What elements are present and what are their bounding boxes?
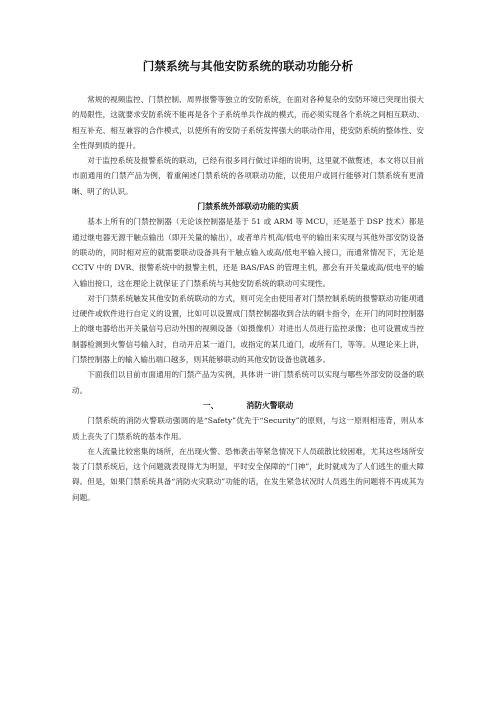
numbered-section-heading: [72, 398, 424, 413]
body-paragraph: 对于门禁系统触发其他安防系统联动的方式，则可完全由使用者对门禁控制系统的报警联动功能项通过硬件或软件进行自定义的设置，比如可以设置成门禁控制器收到合法的刷卡指令，在开门的同时控制器上的继电器给出开关量信号启动外围的视频设备（如摄像机）对进出人员进行监控录像；也可设置成当控制器检测到火警信号输入时，自动开启某一道门，或指定的某几道门，或所有门，等等。从理论来上讲，门禁控制器上的输入输出端口越多，则其能够联动的其他安防设备也就越多。: [72, 293, 424, 365]
section-number: 一、: [202, 400, 219, 410]
section-heading: 门禁系统外部联动功能的实质: [197, 202, 299, 212]
body-paragraph: 基本上所有的门禁控制器（无论该控制器是基于 51 或 ARM 等 MCU，还是基于 DSP 技术）都是通过继电器无源干触点输出（即开关量的输出），或者单片机高/低电平的输出来实现与其他外部安防设备的联动的，同时相对应的就需要联动设备具有干触点输入或高/低电平输入接口，而通常情况下，无论是 CCTV 中的 DVR、报警系统中的报警主机，还是 BAS/FAS 的管理主机，都会有开关量或高/低电平的输入输出接口，这在理论上就保证了门禁系统与其他安防系统的联动可实现性。: [72, 217, 424, 288]
section-heading-text: 消防火警联动: [246, 400, 294, 410]
intro-paragraph: 常规的视频监控、门禁控制、周界报警等独立的安防系统，在面对各种复杂的安防环境已突现出很大的局限性，这就要求安防系统不能再是各个子系统单兵作战的模式，而必须实现各个系统之间相互联动、相互补充、相互兼容的合作模式，以使所有的安防子系统发挥强大的联动作用，使安防系统的整体性、安全性得到质的提升。: [72, 95, 424, 150]
body-paragraph: 下面我们以目前市面通用的门禁产品为实例，具体讲一讲门禁系统可以实现与哪些外部安防设备的联动。: [72, 370, 424, 395]
intro-paragraph: 对于监控系统及报警系统的联动，已经有很多同行做过详细的说明，这里就不做赘述，本文将以目前市面通用的门禁产品为例，着重阐述门禁系统的各项联动功能，以使用户或同行能够对门禁系统有更清晰、明了的认识。: [72, 156, 424, 196]
body-paragraph: 在人流量比较密集的场所，在出现火警、恐怖袭击等紧急情况下人员疏散比较困难，尤其这些场所安装了门禁系统后，这个问题就表现得尤为明显，平时安全保障的“门神”，此时就成为了人们逃生的重大障碍。但是，如果门禁系统具备“消防火灾联动”功能的话，在发生紧急状况时人员逃生的问题将不再成其为问题。: [72, 446, 424, 502]
body-paragraph: 门禁系统的消防火警联动强调的是“Safety”优先于“Security”的原则，与这一原则相违背，则从本质上丧失了门禁系统的基本作用。: [72, 416, 424, 441]
document-title: 门禁系统与其他安防系统的联动功能分析: [142, 59, 354, 73]
